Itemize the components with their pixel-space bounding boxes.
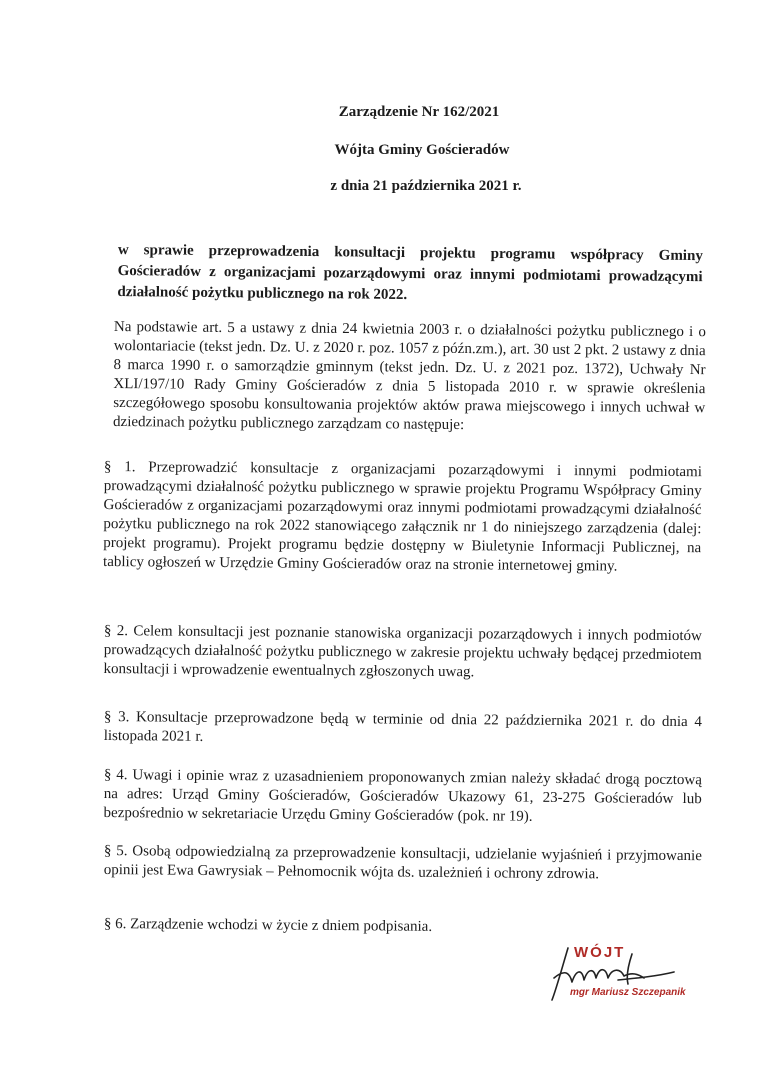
document-issuer: Wójta Gminy Gościeradów <box>334 142 510 158</box>
handwritten-signature <box>548 938 688 1004</box>
paragraph-3: § 3. Konsultacje przeprowadzone będą w terminie od dnia 22 października 2021 r. do dnia 4 listopada 2021 r. <box>103 708 702 745</box>
document-title: Zarządzenie Nr 162/2021 <box>338 104 500 120</box>
paragraph-2: § 2. Celem konsultacji jest poznanie stanowiska organizacji pozarządowych i innych podmiotów prowadzących działalność pożytku publicznego w zakresie projektu uchwały będącej przedmiotem konsultacji i wprowadzenie ewentualnych zgłoszonych uwag. <box>103 622 702 681</box>
paragraph-5: § 5. Osobą odpowiedzialną za przeprowadzenie konsultacji, udzielanie wyjaśnień i przyjmowanie opinii jest Ewa Gawrysiak – Pełnomocnik wójta ds. uzależnień i ochrony zdrowia. <box>103 842 702 883</box>
stamp-name: mgr Mariusz Szczepanik <box>570 987 686 998</box>
document-subject: w sprawie przeprowadzenia konsultacji projektu programu współpracy Gminy Gościeradów z organizacjami pozarządowymi oraz innymi podmiotami prowadzącymi działalność pożytku publicznego na rok 2022. <box>117 241 703 304</box>
paragraph-1: § 1. Przeprowadzić konsultacje z organizacjami pozarządowymi i innymi podmiotami prowadzącymi działalność pożytku publicznego w sprawie projektu Programu Współpracy Gminy Gościeradów z organizacjami pozarządowymi oraz innymi podmiotami prowadzącymi działalność pożytku publicznego na rok 2022 stanowiącego załącznik nr 1 do niniejszego zarządzenia (dalej: projekt programu). Projekt programu będzie dostępny w Biuletynie Informacji Publicznej, na tablicy ogłoszeń w Urzędzie Gminy Gościeradów oraz na stronie internetowej gminy. <box>103 458 702 575</box>
document-date: z dnia 21 października 2021 r. <box>330 178 522 194</box>
paragraph-4: § 4. Uwagi i opinie wraz z uzasadnieniem proponowanych zmian należy składać drogą pocztową na adres: Urząd Gminy Gościeradów, Gościeradów Ukazowy 61, 23-275 Gościeradów lub bezpośrednio w sekretariacie Urzędu Gminy Gościeradów (pok. nr 19). <box>103 766 702 825</box>
stamp-title: WÓJT <box>574 944 626 961</box>
legal-basis: Na podstawie art. 5 a ustawy z dnia 24 kwietnia 2003 r. o działalności pożytku publicznego i o wolontariacie (tekst jedn. Dz. U. z 2020 r. poz. 1057 z późn.zm.), art. 30 ust 2 pkt. 2 ustawy z dnia 8 marca 1990 r. o samorządzie gminnym (tekst jedn. Dz. U. z 2021 poz. 1372), Uchwały Nr XLI/197/10 Rady Gminy Gościeradów z dnia 5 listopada 2010 r. w sprawie określenia szczegółowego sposobu konsultowania projektów aktów prawa miejscowego i innych uchwał w dziedzinach pożytku publicznego zarządzam co następuje: <box>113 318 706 434</box>
paragraph-6: § 6. Zarządzenie wchodzi w życie z dniem podpisania. <box>103 915 433 935</box>
